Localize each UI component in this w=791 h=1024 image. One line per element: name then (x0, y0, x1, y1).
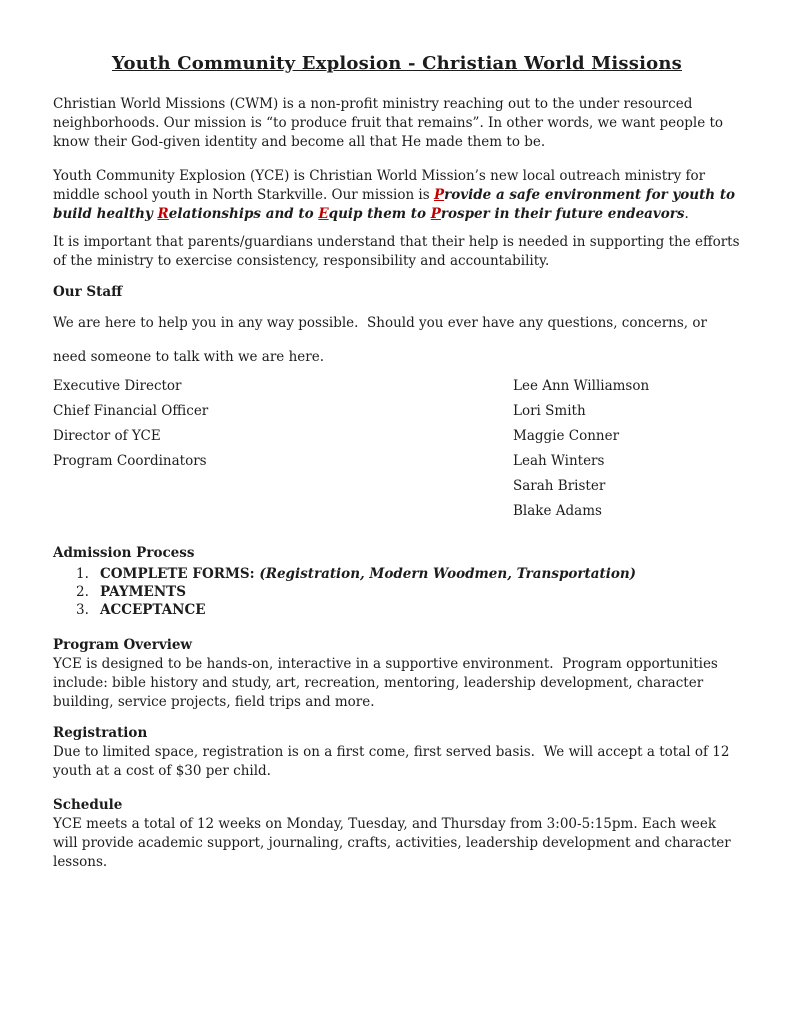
staff-name: Sarah Brister (513, 478, 606, 494)
yce-mission-paragraph (53, 167, 741, 224)
staff-row (53, 374, 741, 399)
staff-name: Lori Smith (513, 403, 586, 419)
page-title-text: Youth Community Explosion - Christian World Missions (112, 53, 682, 74)
staff-row (53, 424, 741, 449)
staff-role: Director of YCE (53, 428, 161, 444)
list-item-italic: (Registration, Modern Woodmen, Transportation) (259, 566, 637, 582)
list-number: 3. (76, 602, 89, 618)
staff-row (53, 499, 741, 524)
intro-paragraph: Christian World Missions (CWM) is a non-profit ministry reaching out to the under resourced neighborhoods. Our mission is “to produce fruit that remains”. In other words, we want people to know their God-given identity and become all that He made them to be. (53, 96, 724, 150)
yce-paragraph-suffix: . (684, 206, 689, 222)
schedule-heading: Schedule (53, 797, 123, 813)
staff-role: Program Coordinators (53, 453, 207, 469)
red-initial-p1: P (433, 187, 445, 203)
program-overview-heading: Program Overview (53, 637, 193, 653)
list-item-text (100, 565, 636, 583)
admission-list-item (76, 601, 741, 619)
parents-paragraph: It is important that parents/guardians understand that their help is needed in supporting the efforts of the ministry to exercise consistency, responsibility and accountability. (53, 234, 740, 269)
staff-row (53, 474, 741, 499)
schedule-body: YCE meets a total of 12 weeks on Monday, Tuesday, and Thursday from 3:00-5:15pm. Each week will provide academic support, journaling, crafts, activities, leadership development and character lessons. (53, 816, 731, 870)
admission-process-heading: Admission Process (53, 545, 195, 561)
admission-list (53, 565, 741, 619)
list-item-bold: ACCEPTANCE (100, 602, 206, 618)
list-item-bold: COMPLETE FORMS: (100, 566, 260, 582)
red-initial-r: R (157, 206, 169, 222)
red-initial-e: E (318, 206, 329, 222)
staff-row (53, 399, 741, 424)
program-overview-body: YCE is designed to be hands-on, interactive in a supportive environment. Program opportunities include: bible history and study, art, recreation, mentoring, leadership development, character building, service projects, field trips and more. (53, 656, 718, 710)
staff-intro-paragraph: We are here to help you in any way possible. Should you ever have any questions, concerns, or need someone to talk with we are here. (53, 315, 707, 365)
staff-name: Lee Ann Williamson (513, 378, 650, 394)
admission-list-item (76, 565, 741, 583)
registration-heading: Registration (53, 725, 148, 741)
staff-name: Leah Winters (513, 453, 605, 469)
our-staff-heading: Our Staff (53, 284, 123, 300)
mission-segment: quip them to (328, 206, 431, 222)
red-initial-p2: P (430, 206, 441, 222)
page-title (53, 53, 741, 74)
mission-segment: rosper in their future endeavors (440, 206, 685, 222)
mission-segment: rovide a safe environment for youth to build healthy (53, 187, 736, 222)
admission-list-item (76, 583, 741, 601)
staff-table (53, 374, 741, 524)
yce-paragraph-prefix: Youth Community Explosion (YCE) is Christian World Mission’s new local outreach ministry for middle school youth in North Starkville. Our mission is (53, 168, 706, 203)
list-item-text (100, 583, 186, 601)
staff-row (53, 449, 741, 474)
staff-role (53, 499, 513, 524)
list-item-text (100, 601, 206, 619)
staff-role (53, 474, 513, 499)
list-number: 2. (76, 584, 89, 600)
list-item-bold: PAYMENTS (100, 584, 186, 600)
mission-segment: elationships and to (168, 206, 319, 222)
staff-role: Executive Director (53, 378, 182, 394)
registration-body: Due to limited space, registration is on a first come, first served basis. We will accept a total of 12 youth at a cost of $30 per child. (53, 744, 730, 779)
staff-name: Maggie Conner (513, 428, 620, 444)
list-number: 1. (76, 566, 89, 582)
staff-role: Chief Financial Officer (53, 403, 209, 419)
staff-name: Blake Adams (513, 503, 602, 519)
